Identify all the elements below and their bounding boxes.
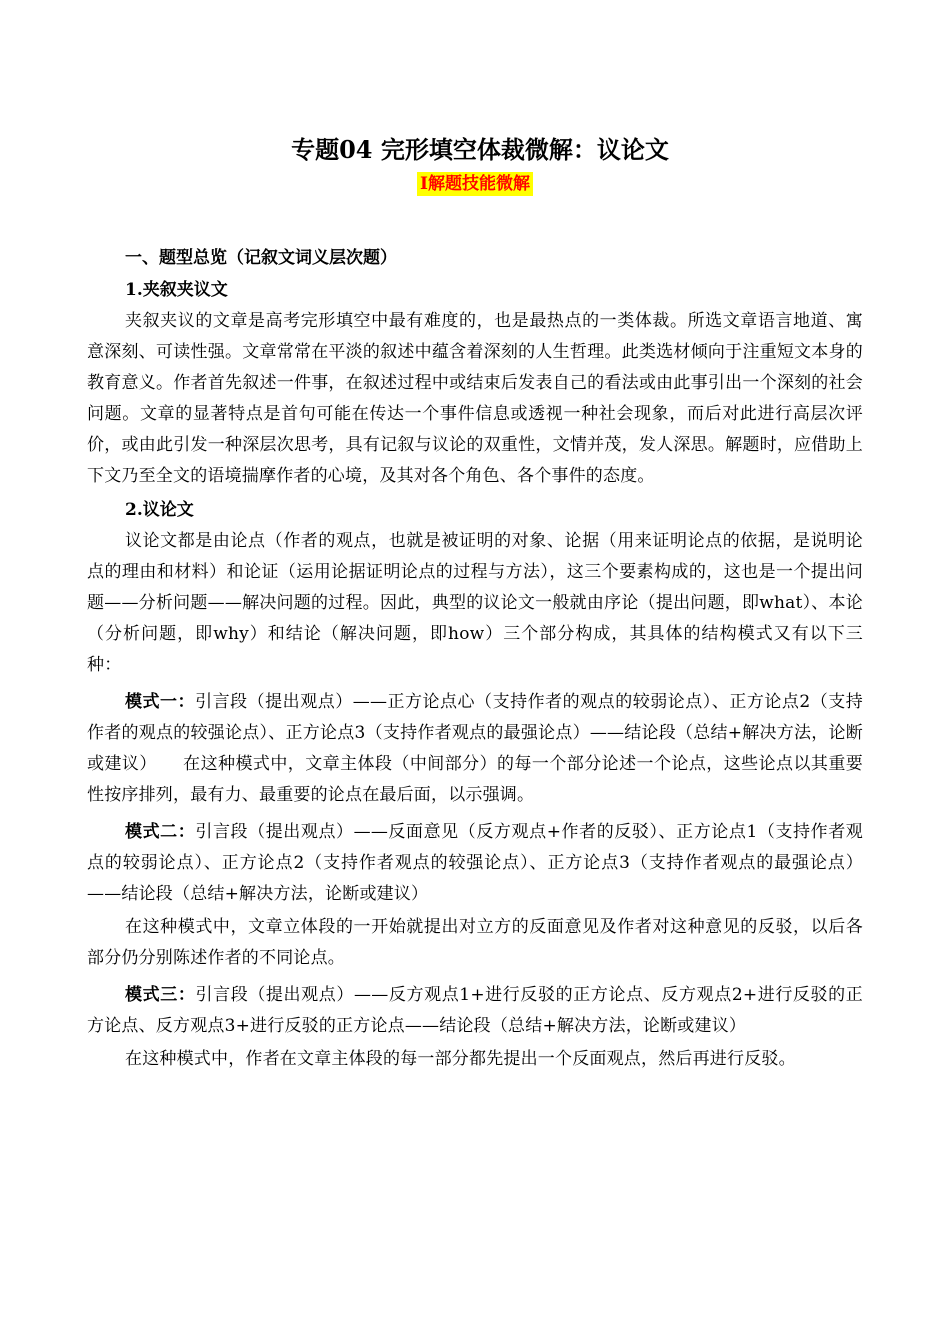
- document-page: [87, 130, 863, 1075]
- mode-three-label: 模式三：: [125, 985, 196, 1005]
- paragraph-argumentative: 议论文都是由论点（作者的观点，也就是被证明的对象、论据（用来证明论点的依据，是说明论点的理由和材料）和论证（运用论据证明论点的过程与方法），这三个要素构成的，这也是一个提出问题——分析问题——解决问题的过程。因此，典型的议论文一般就由序论（提出问题，即what）、本论（分析问题，即why）和结论（解决问题，即how）三个部分构成，其具体的结构模式又有以下三种：: [87, 531, 863, 675]
- subheading-narrative-argument: 1.夹叙夹议文: [125, 280, 228, 300]
- mode-three-note: 在这种模式中，作者在文章主体段的每一部分都先提出一个反面观点，然后再进行反驳。: [125, 1049, 796, 1069]
- page-title: 专题04 完形填空体裁微解：议论文: [291, 135, 669, 164]
- mode-two-paragraph: [87, 817, 863, 910]
- mode-one-label: 模式一：: [125, 692, 196, 712]
- banner-wrapper: [87, 172, 863, 202]
- mode-two-note: 在这种模式中，文章立体段的一开始就提出对立方的反面意见及作者对这种意见的反驳，以后各部分仍分别陈述作者的不同论点。: [87, 917, 863, 968]
- subheading-argumentative: 2.议论文: [125, 500, 194, 520]
- mode-one-paragraph: [87, 687, 863, 811]
- mode-three-text: 引言段（提出观点）——反方观点1+进行反驳的正方论点、反方观点2+进行反驳的正方论点、反方观点3+进行反驳的正方论点——结论段（总结+解决方法，论断或建议）: [87, 985, 863, 1036]
- section-heading-overview: 一、题型总览（记叙文词义层次题）: [125, 248, 397, 268]
- mode-one-text: 引言段（提出观点）——正方论点心（支持作者的观点的较弱论点）、正方论点2（支持作者的观点的较强论点）、正方论点3（支持作者观点的最强论点）——结论段（总结+解决方法，论断或建议） 在这种模式中，文章主体段（中间部分）的每一个部分论述一个论点，这些论点以其重要性按序排列，最有力、最重要的论点在最后面，以示强调。: [87, 692, 863, 805]
- section-banner: I解题技能微解: [417, 172, 533, 196]
- mode-two-label: 模式二：: [125, 822, 196, 842]
- mode-three-paragraph: [87, 980, 863, 1042]
- paragraph-narrative-argument: 夹叙夹议的文章是高考完形填空中最有难度的，也是最热点的一类体裁。所选文章语言地道、寓意深刻、可读性强。文章常常在平淡的叙述中蕴含着深刻的人生哲理。此类选材倾向于注重短文本身的教育意义。作者首先叙述一件事，在叙述过程中或结束后发表自己的看法或由此事引出一个深刻的社会问题。文章的显著特点是首句可能在传达一个事件信息或透视一种社会现象，而后对此进行高层次评价，或由此引发一种深层次思考，具有记叙与议论的双重性，文情并茂，发人深思。解题时，应借助上下文乃至全文的语境揣摩作者的心境，及其对各个角色、各个事件的态度。: [87, 311, 863, 486]
- mode-two-text: 引言段（提出观点）——反面意见（反方观点+作者的反驳）、正方论点1（支持作者观点的较弱论点）、正方论点2（支持作者观点的较强论点）、正方论点3（支持作者观点的最强论点）——结论段（总结+解决方法，论断或建议）: [87, 822, 864, 904]
